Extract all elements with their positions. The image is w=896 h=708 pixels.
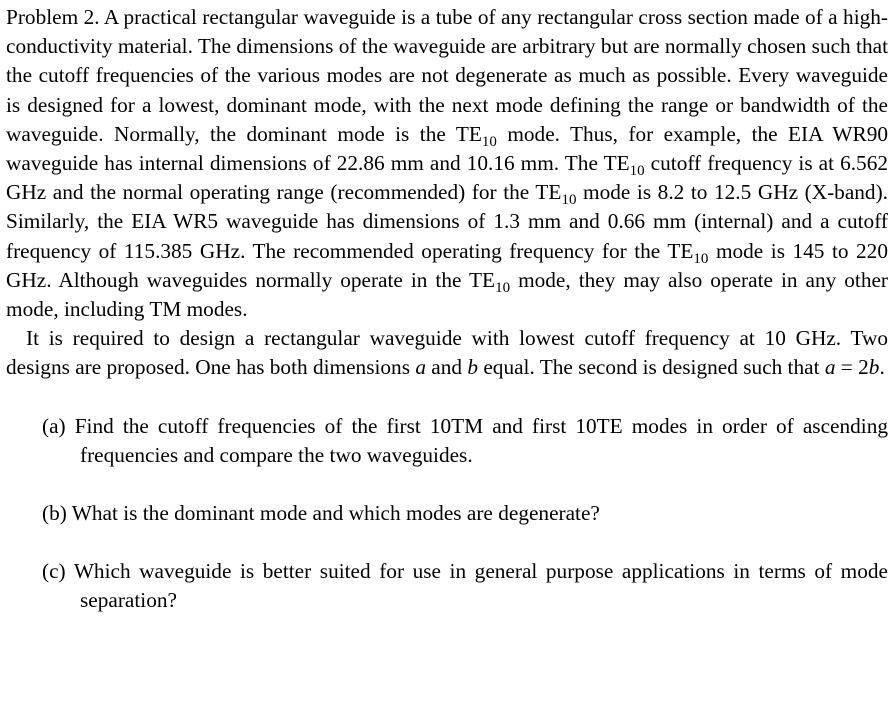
part-label: (a) xyxy=(42,413,66,438)
intro-text-1: Problem 2. A practical rectangular waveguide is a tube of any rectangular cross section made of a high-conductivity material. The dimensions of the waveguide are arbitrary but are normally chosen such that the cutoff frequencies of the various modes are not degenerate as much as possible. Every waveguide is designed for a lowest, dominant mode, with the next mode defining the range or bandwidth of the waveguide. Normally, the dominant mode is the xyxy=(6,5,888,146)
mode-te10: $TE_{10}$ xyxy=(667,238,709,267)
part-label: (b) xyxy=(42,501,67,526)
variable-a: a xyxy=(824,355,836,380)
part-text: What is the dominant mode and which modes are degenerate? xyxy=(71,501,600,526)
mode-te10: $TE_{10}$ xyxy=(469,267,511,296)
mode-te10: $TE_{10}$ xyxy=(535,180,577,209)
design-paragraph xyxy=(6,324,888,382)
intro-text-5: mode is 145 to 220 GHz. Although waveguides normally operate in the xyxy=(6,238,888,292)
design-text-1: It is required to design a rectangular waveguide with lowest cutoff frequency at 10 GHz. Two designs are proposed. One has both dimensions xyxy=(6,326,888,380)
problem-page xyxy=(6,3,888,616)
variable-b: b xyxy=(868,355,880,380)
intro-paragraph xyxy=(6,3,888,324)
part-label: (c) xyxy=(42,559,66,584)
design-text-5: . xyxy=(879,355,885,380)
design-text-2: and xyxy=(425,355,468,380)
intro-text-4: mode is 8.2 to 12.5 GHz (X-band). Similarly, the EIA WR5 waveguide has dimensions of 1.3 mm and 0.66 mm (internal) and a cutoff frequency of 115.385 GHz. The recommended operating frequency for the xyxy=(6,180,888,263)
design-text-3: equal. The second is designed such that xyxy=(478,355,825,380)
variable-a: a xyxy=(415,355,426,380)
question-parts xyxy=(6,412,888,616)
part-text: Which waveguide is better suited for use in general purpose applications in terms of mode separation? xyxy=(73,559,888,613)
intro-text-6: mode, they may also operate in any other mode, including TM modes. xyxy=(6,267,889,322)
mode-te10: $TE_{10}$ xyxy=(603,151,645,180)
part-text: Find the cutoff frequencies of the first 10TM and first 10TE modes in order of ascending frequencies and compare the two waveguides. xyxy=(74,413,888,467)
intro-text-3: cutoff frequency is at 6.562 GHz and the normal operating range (recommended) for the xyxy=(6,151,889,205)
intro-text-2: mode. Thus, for example, the EIA WR90 waveguide has internal dimensions of 22.86 mm and 10.16 mm. The xyxy=(6,121,888,176)
variable-b: b xyxy=(467,355,479,380)
mode-te10: $TE_{10}$ xyxy=(455,121,497,150)
design-text-4: = 2 xyxy=(835,355,869,380)
question-part-b xyxy=(42,499,888,528)
question-part-a xyxy=(42,412,888,470)
question-part-c xyxy=(42,557,888,615)
